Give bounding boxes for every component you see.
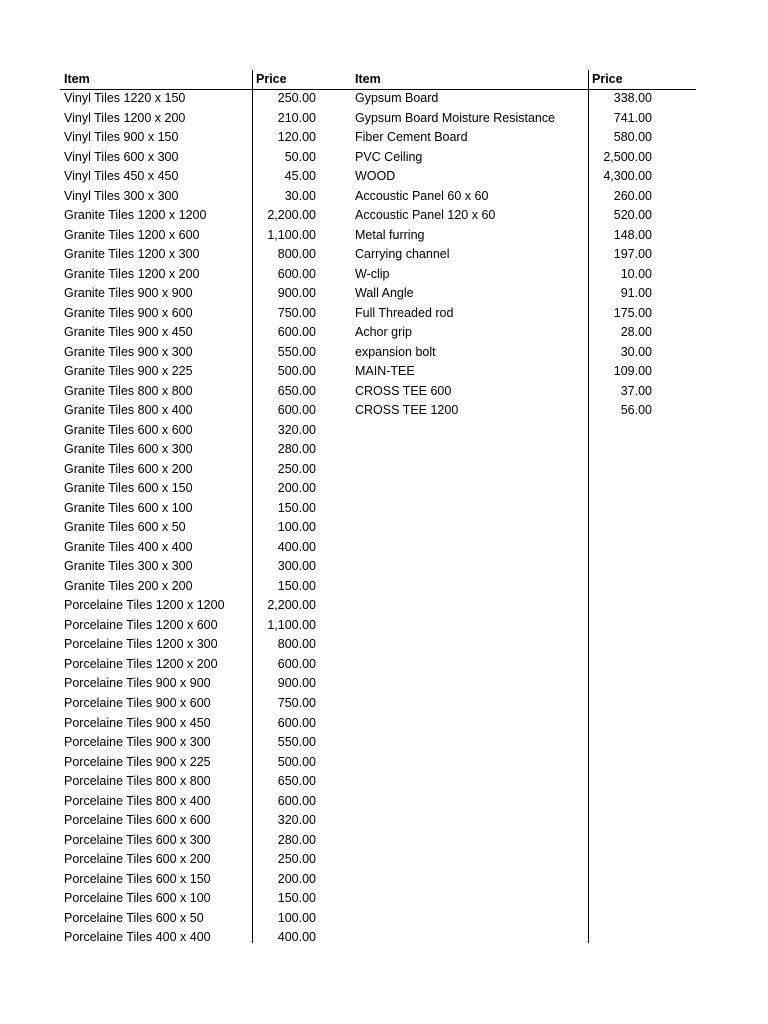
table-row [355,167,652,187]
table-row [64,128,316,148]
item-name: CROSS TEE 600 [355,383,452,398]
item-name: Vinyl Tiles 450 x 450 [64,169,179,184]
item-price: 300.00 [277,559,316,574]
item-name: MAIN-TEE [355,364,415,379]
item-price: 197.00 [613,247,652,262]
item-price: 280.00 [277,832,316,847]
item-name: Porcelaine Tiles 900 x 225 [64,754,211,769]
item-name: Vinyl Tiles 1200 x 200 [64,110,186,125]
item-price: 600.00 [277,325,316,340]
table-row [64,616,316,636]
table-row [64,89,316,109]
item-name: Vinyl Tiles 1220 x 150 [64,91,186,105]
item-name: Porcelaine Tiles 800 x 400 [64,793,211,808]
item-name: Porcelaine Tiles 1200 x 1200 [64,598,225,613]
item-name: Porcelaine Tiles 600 x 150 [64,871,211,886]
item-name: Porcelaine Tiles 600 x 50 [64,910,204,925]
table-row [64,245,316,265]
table-row [64,596,316,616]
table-row [355,401,652,421]
table-row [64,304,316,324]
item-name: W-clip [355,266,390,281]
table-row [64,577,316,597]
item-name: Porcelaine Tiles 800 x 800 [64,774,211,789]
table-row [64,518,316,538]
table-row [64,655,316,675]
left-price-table [64,89,316,948]
item-name: Granite Tiles 800 x 400 [64,403,193,418]
item-name: CROSS TEE 1200 [355,403,459,418]
item-name: Porcelaine Tiles 600 x 600 [64,813,211,828]
item-name: Porcelaine Tiles 600 x 100 [64,891,211,906]
item-price: 500.00 [277,754,316,769]
table-row [355,89,652,109]
item-price: 250.00 [277,91,316,105]
item-name: Granite Tiles 600 x 200 [64,461,193,476]
table-row [64,694,316,714]
table-row [64,382,316,402]
item-name: Porcelaine Tiles 900 x 900 [64,676,211,691]
item-name: Accoustic Panel 60 x 60 [355,188,489,203]
table-row [64,733,316,753]
item-name: Granite Tiles 400 x 400 [64,539,193,554]
right-price-header: Price [592,72,623,86]
table-row [64,889,316,909]
item-price: 741.00 [613,110,652,125]
left-item-header: Item [64,72,90,86]
item-price: 650.00 [277,383,316,398]
item-price: 2,500.00 [603,149,652,164]
item-name: Granite Tiles 800 x 800 [64,383,193,398]
item-name: Porcelaine Tiles 600 x 300 [64,832,211,847]
item-price: 400.00 [277,930,316,945]
item-name: Granite Tiles 900 x 900 [64,286,193,301]
item-name: PVC Ceiling [355,149,423,164]
table-row [355,323,652,343]
table-row [355,206,652,226]
item-name: Full Threaded rod [355,305,454,320]
item-name: Accoustic Panel 120 x 60 [355,208,496,223]
item-price: 320.00 [277,813,316,828]
item-name: Granite Tiles 1200 x 300 [64,247,200,262]
item-price: 900.00 [277,286,316,301]
table-row [64,206,316,226]
table-row [64,772,316,792]
item-price: 150.00 [277,578,316,593]
table-row [355,343,652,363]
item-name: Granite Tiles 900 x 600 [64,305,193,320]
item-name: WOOD [355,169,396,184]
item-price: 56.00 [620,403,652,418]
item-price: 338.00 [613,91,652,105]
item-price: 400.00 [277,539,316,554]
item-name: Granite Tiles 600 x 100 [64,500,193,515]
item-name: Vinyl Tiles 600 x 300 [64,149,179,164]
item-price: 250.00 [277,852,316,867]
item-name: Granite Tiles 300 x 300 [64,559,193,574]
item-price: 250.00 [277,461,316,476]
item-price: 1,100.00 [267,617,316,632]
item-name: Porcelaine Tiles 400 x 400 [64,930,211,945]
table-row [64,714,316,734]
item-name: Granite Tiles 1200 x 600 [64,227,200,242]
item-price: 200.00 [277,871,316,886]
table-row [64,109,316,129]
table-row [64,499,316,519]
table-row [64,811,316,831]
table-row [64,187,316,207]
item-name: Carrying channel [355,247,450,262]
left-price-header: Price [256,72,287,86]
item-price: 100.00 [277,910,316,925]
item-name: Granite Tiles 600 x 600 [64,422,193,437]
table-row [355,187,652,207]
item-price: 30.00 [284,188,316,203]
item-name: Vinyl Tiles 900 x 150 [64,130,179,145]
item-name: Wall Angle [355,286,414,301]
item-price: 280.00 [277,442,316,457]
item-name: Porcelaine Tiles 900 x 450 [64,715,211,730]
table-row [355,245,652,265]
table-row [64,538,316,558]
item-name: Granite Tiles 600 x 300 [64,442,193,457]
item-price: 2,200.00 [267,598,316,613]
item-price: 600.00 [277,403,316,418]
item-price: 800.00 [277,637,316,652]
item-price: 520.00 [613,208,652,223]
table-row [64,148,316,168]
table-row [64,343,316,363]
item-name: Porcelaine Tiles 1200 x 300 [64,637,218,652]
item-price: 1,100.00 [267,227,316,242]
item-price: 109.00 [613,364,652,379]
table-row [64,323,316,343]
table-row [64,421,316,441]
right-price-table [355,89,652,421]
item-price: 200.00 [277,481,316,496]
item-name: Granite Tiles 1200 x 200 [64,266,200,281]
item-price: 600.00 [277,266,316,281]
table-row [355,148,652,168]
item-name: Fiber Cement Board [355,130,468,145]
item-name: Granite Tiles 600 x 50 [64,520,186,535]
item-price: 91.00 [620,286,652,301]
item-price: 148.00 [613,227,652,242]
item-price: 600.00 [277,793,316,808]
item-price: 37.00 [620,383,652,398]
table-row [64,284,316,304]
item-name: Granite Tiles 1200 x 1200 [64,208,207,223]
item-name: Vinyl Tiles 300 x 300 [64,188,179,203]
item-name: Gypsum Board Moisture Resistance [355,110,556,125]
table-row [64,870,316,890]
item-price: 600.00 [277,715,316,730]
item-name: Granite Tiles 900 x 225 [64,364,193,379]
item-price: 120.00 [277,130,316,145]
item-name: Granite Tiles 200 x 200 [64,578,193,593]
item-price: 4,300.00 [603,169,652,184]
table-row [355,362,652,382]
table-row [64,928,316,948]
item-price: 45.00 [284,169,316,184]
item-price: 320.00 [277,422,316,437]
right-item-header: Item [355,72,381,86]
item-price: 28.00 [620,325,652,340]
table-row [64,226,316,246]
table-row [64,362,316,382]
table-row [355,109,652,129]
item-name: Porcelaine Tiles 600 x 200 [64,852,211,867]
table-row [355,226,652,246]
table-row [64,265,316,285]
item-name: Metal furring [355,227,425,242]
item-name: Porcelaine Tiles 900 x 600 [64,695,211,710]
item-price: 175.00 [613,305,652,320]
item-price: 150.00 [277,500,316,515]
table-row [64,850,316,870]
item-price: 800.00 [277,247,316,262]
item-price: 650.00 [277,774,316,789]
item-name: Gypsum Board [355,91,439,105]
item-price: 2,200.00 [267,208,316,223]
table-row [64,674,316,694]
table-row [64,557,316,577]
item-name: Achor grip [355,325,412,340]
table-row [64,792,316,812]
item-price: 100.00 [277,520,316,535]
item-price: 550.00 [277,735,316,750]
table-row [64,909,316,929]
item-price: 750.00 [277,305,316,320]
item-name: Granite Tiles 900 x 450 [64,325,193,340]
item-name: Granite Tiles 600 x 150 [64,481,193,496]
table-row [64,460,316,480]
item-price: 500.00 [277,364,316,379]
table-row [64,479,316,499]
table-row [355,304,652,324]
item-price: 150.00 [277,891,316,906]
item-name: expansion bolt [355,344,436,359]
item-name: Granite Tiles 900 x 300 [64,344,193,359]
table-row [355,382,652,402]
table-row [64,440,316,460]
item-price: 580.00 [613,130,652,145]
table-row [64,753,316,773]
table-row [355,284,652,304]
item-price: 30.00 [620,344,652,359]
item-name: Porcelaine Tiles 1200 x 200 [64,656,218,671]
item-price: 50.00 [284,149,316,164]
item-price: 750.00 [277,695,316,710]
item-price: 600.00 [277,656,316,671]
table-row [64,831,316,851]
item-price: 550.00 [277,344,316,359]
table-row [64,635,316,655]
item-name: Porcelaine Tiles 1200 x 600 [64,617,218,632]
item-name: Porcelaine Tiles 900 x 300 [64,735,211,750]
item-price: 900.00 [277,676,316,691]
table-row [355,265,652,285]
item-price: 210.00 [277,110,316,125]
table-row [64,167,316,187]
table-row [355,128,652,148]
item-price: 10.00 [620,266,652,281]
table-row [64,401,316,421]
item-price: 260.00 [613,188,652,203]
